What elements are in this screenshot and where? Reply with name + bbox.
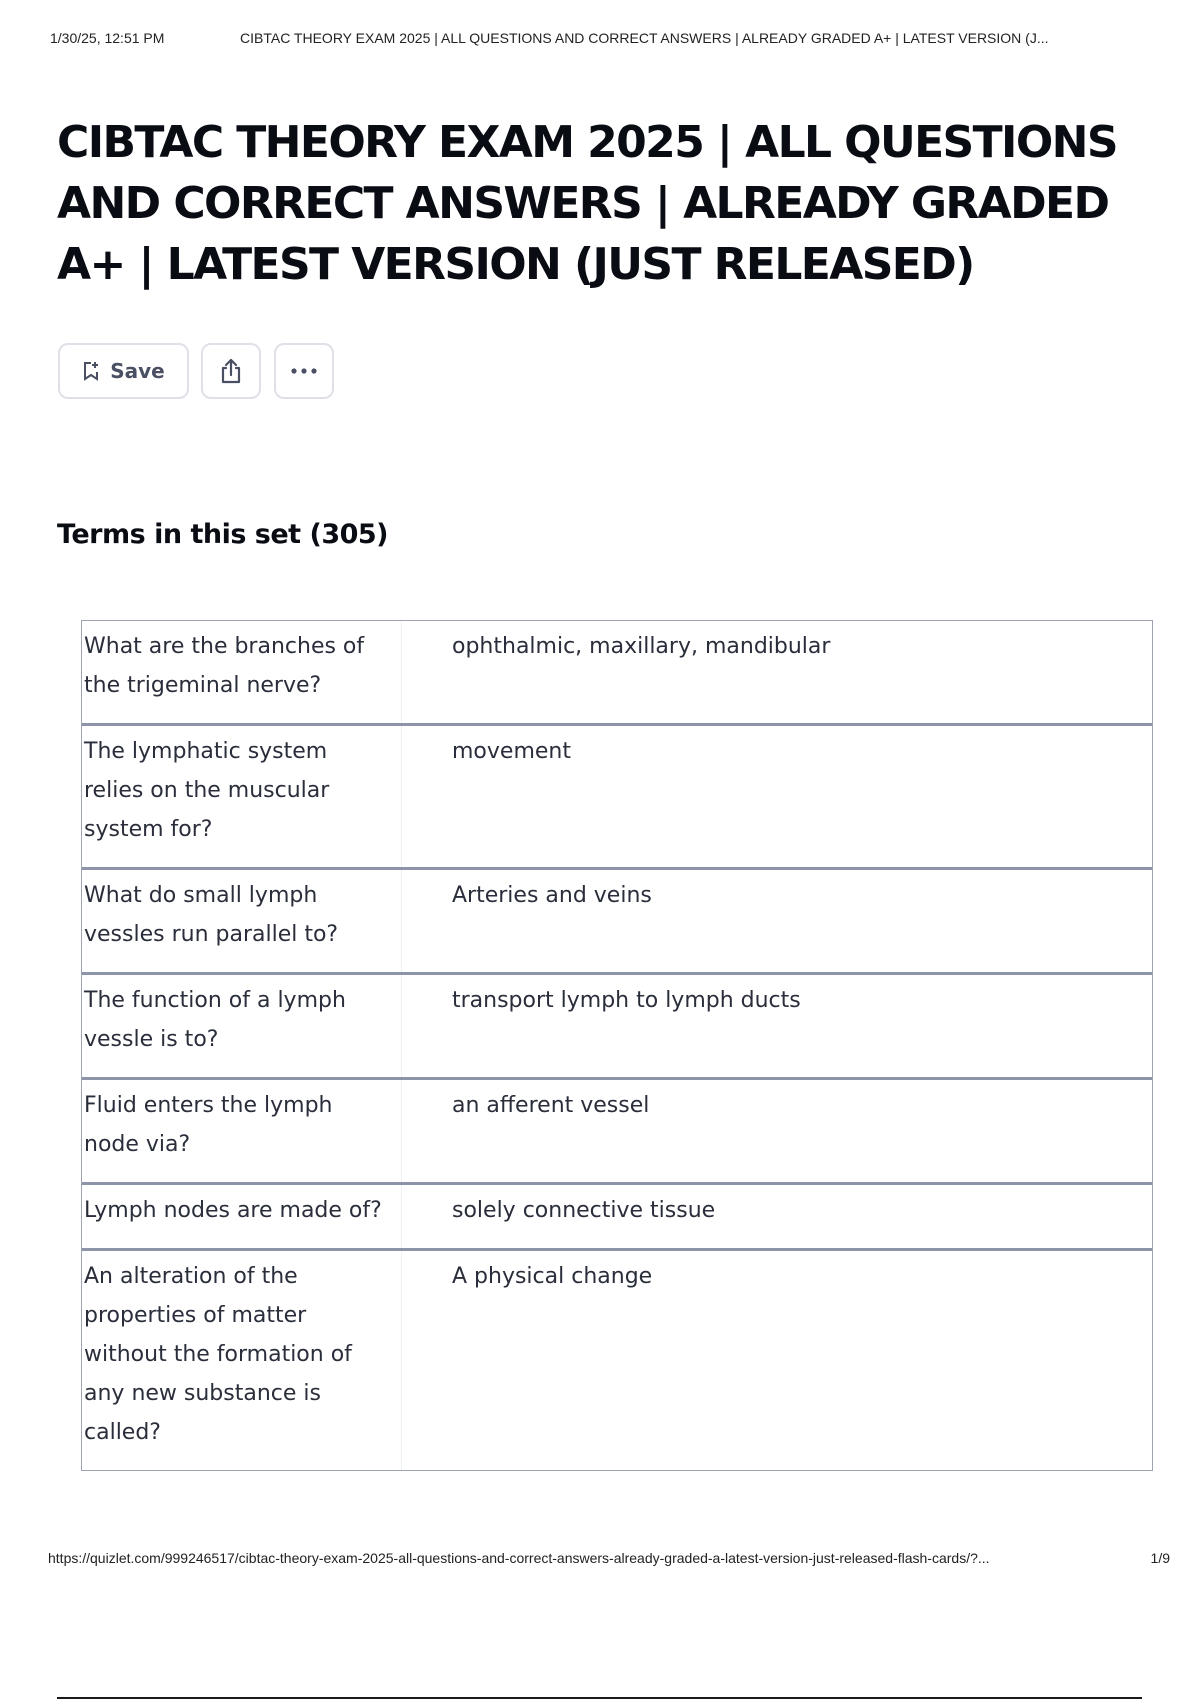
save-button-label: Save (110, 359, 165, 383)
term-question: What do small lymph vessles run parallel to? (82, 870, 402, 972)
more-options-button[interactable] (274, 343, 334, 399)
print-url: https://quizlet.com/999246517/cibtac-theory-exam-2025-all-questions-and-correct-answers-already-graded-a-latest-version-just-released-flash-cards/?... (48, 1550, 990, 1566)
page-number: 1/9 (1150, 1550, 1170, 1566)
bookmark-add-icon (82, 361, 100, 381)
print-document-title: CIBTAC THEORY EXAM 2025 | ALL QUESTIONS AND CORRECT ANSWERS | ALREADY GRADED A+ | LATEST VERSION (J... (240, 30, 1049, 46)
term-question: The function of a lymph vessle is to? (82, 975, 402, 1077)
term-question: An alteration of the properties of matter without the formation of any new substance is called? (82, 1251, 402, 1470)
term-answer: ophthalmic, maxillary, mandibular (452, 634, 831, 659)
term-answer: transport lymph to lymph ducts (452, 988, 801, 1013)
share-button[interactable] (201, 343, 261, 399)
term-question: Fluid enters the lymph node via? (82, 1080, 402, 1182)
term-row (82, 621, 1152, 723)
term-answer: A physical change (452, 1264, 653, 1289)
page-title: CIBTAC THEORY EXAM 2025 | ALL QUESTIONS AND CORRECT ANSWERS | ALREADY GRADED A+ | LATEST VERSION (JUST RELEASED) (57, 117, 1117, 290)
term-answer: solely connective tissue (452, 1198, 716, 1223)
term-row (82, 867, 1152, 972)
term-row (82, 1182, 1152, 1248)
term-row (82, 1248, 1152, 1470)
share-icon (218, 357, 244, 385)
term-question: What are the branches of the trigeminal nerve? (82, 621, 402, 723)
terms-heading: Terms in this set (305) (57, 519, 389, 550)
save-button[interactable] (58, 343, 189, 399)
term-row (82, 972, 1152, 1077)
term-question: Lymph nodes are made of? (82, 1185, 402, 1248)
print-datetime: 1/30/25, 12:51 PM (50, 30, 165, 46)
divider (57, 1697, 1142, 1699)
term-row (82, 723, 1152, 867)
term-answer: an afferent vessel (452, 1093, 650, 1118)
term-answer: Arteries and veins (452, 883, 652, 908)
term-answer: movement (452, 739, 571, 764)
more-horizontal-icon (290, 367, 318, 375)
terms-list (81, 620, 1153, 1471)
term-row (82, 1077, 1152, 1182)
term-question: The lymphatic system relies on the muscular system for? (82, 726, 402, 867)
